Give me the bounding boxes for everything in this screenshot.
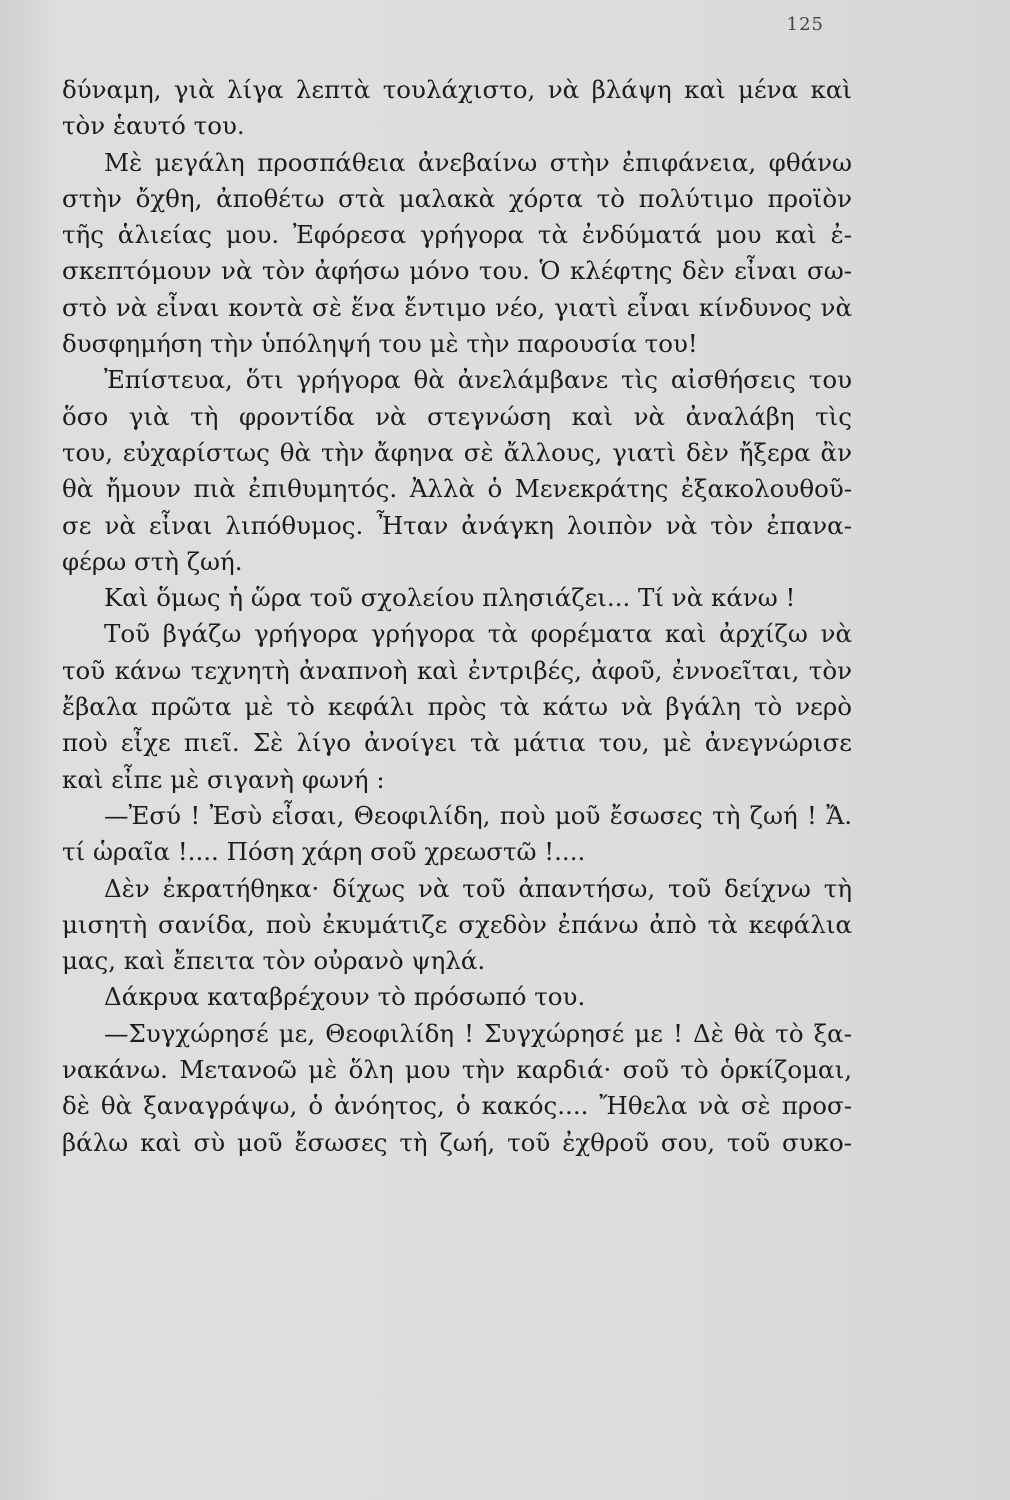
- text-line: Ἐπίστευα, ὅτι γρήγορα θὰ ἀνελάμβανε τὶς αἰσθήσεις του: [104, 365, 852, 395]
- text-line: καὶ εἶπε μὲ σιγανὴ φωνή :: [62, 764, 385, 794]
- text-line: ποὺ εἶχε πιεῖ. Σὲ λίγο ἀνοίγει τὰ μάτια του, μὲ ἀνεγνώρισε: [62, 728, 852, 758]
- text-line: φέρω στὴ ζωή.: [62, 546, 243, 576]
- text-line: του, εὐχαρίστως θὰ τὴν ἄφηνα σὲ ἄλλους, γιατὶ δὲν ἤξερα ἂν: [62, 437, 852, 467]
- text-line: νακάνω. Μετανοῶ μὲ ὅλη μου τὴν καρδιά· σοῦ τὸ ὁρκίζομαι,: [62, 1055, 852, 1085]
- text-line: στὴν ὄχθη, ἀποθέτω στὰ μαλακὰ χόρτα τὸ πολύτιμο προϊὸν: [62, 183, 852, 213]
- text-line: μας, καὶ ἔπειτα τὸν οὐρανὸ ψηλά.: [62, 946, 486, 976]
- page-number: 125: [786, 14, 824, 35]
- text-line: δυσφημήση τὴν ὑπόληψή του μὲ τὴν παρουσία του!: [62, 329, 698, 359]
- text-line: τὸν ἑαυτό του.: [62, 111, 245, 141]
- text-line: τοῦ κάνω τεχνητὴ ἀναπνοὴ καὶ ἐντριβές, ἀφοῦ, ἐννοεῖται, τὸν: [62, 655, 852, 685]
- text-line: τί ὡραῖα !.... Πόση χάρη σοῦ χρεωστῶ !....: [62, 837, 586, 867]
- text-line: —Συγχώρησέ με, Θεοφιλίδη ! Συγχώρησέ με ! Δὲ θὰ τὸ ξα-: [104, 1018, 852, 1048]
- text-line: σκεπτόμουν νὰ τὸν ἀφήσω μόνο του. Ὁ κλέφτης δὲν εἶναι σω-: [62, 256, 852, 286]
- text-line: βάλω καὶ σὺ μοῦ ἔσωσες τὴ ζωή, τοῦ ἐχθροῦ σου, τοῦ συκο-: [62, 1127, 852, 1157]
- text-line: Τοῦ βγάζω γρήγορα γρήγορα τὰ φορέματα καὶ ἀρχίζω νὰ: [104, 619, 852, 649]
- text-line: —Ἐσύ ! Ἐσὺ εἶσαι, Θεοφιλίδη, ποὺ μοῦ ἔσωσες τὴ ζωή ! Ἄ.: [104, 800, 852, 830]
- text-line: ὅσο γιὰ τὴ φροντίδα νὰ στεγνώση καὶ νὰ ἀναλάβη τὶς: [62, 401, 852, 431]
- text-line: Δὲν ἐκρατήθηκα· δίχως νὰ τοῦ ἀπαντήσω, τοῦ δείχνω τὴ: [104, 873, 852, 903]
- text-line: δὲ θὰ ξαναγράψω, ὁ ἀνόητος, ὁ κακός.... Ἤθελα νὰ σὲ προσ-: [62, 1091, 852, 1121]
- body-text: [62, 72, 852, 1161]
- text-line: στὸ νὰ εἶναι κοντὰ σὲ ἕνα ἔντιμο νέο, γιατὶ εἶναι κίνδυνος νὰ: [62, 292, 852, 322]
- text-line: ἔβαλα πρῶτα μὲ τὸ κεφάλι πρὸς τὰ κάτω νὰ βγάλη τὸ νερὸ: [62, 692, 852, 722]
- text-line: θὰ ἤμουν πιὰ ἐπιθυμητός. Ἀλλὰ ὁ Μενεκράτης ἐξακολουθοῦ-: [62, 474, 852, 504]
- text-line: Μὲ μεγάλη προσπάθεια ἀνεβαίνω στὴν ἐπιφάνεια, φθάνω: [104, 147, 852, 177]
- text-line: δύναμη, γιὰ λίγα λεπτὰ τουλάχιστο, νὰ βλάψη καὶ μένα καὶ: [62, 75, 852, 104]
- text-line: μισητὴ σανίδα, ποὺ ἐκυμάτιζε σχεδὸν ἐπάνω ἀπὸ τὰ κεφάλια: [62, 909, 852, 939]
- text-line: Καὶ ὅμως ἡ ὥρα τοῦ σχολείου πλησιάζει... Τί νὰ κάνω !: [104, 583, 796, 613]
- text-line: σε νὰ εἶναι λιπόθυμος. Ἦταν ἀνάγκη λοιπὸν νὰ τὸν ἐπανα-: [62, 510, 852, 540]
- text-line: Δάκρυα καταβρέχουν τὸ πρόσωπό του.: [104, 982, 586, 1012]
- text-line: τῆς ἁλιείας μου. Ἐφόρεσα γρήγορα τὰ ἐνδύματά μου καὶ ἐ-: [62, 220, 852, 250]
